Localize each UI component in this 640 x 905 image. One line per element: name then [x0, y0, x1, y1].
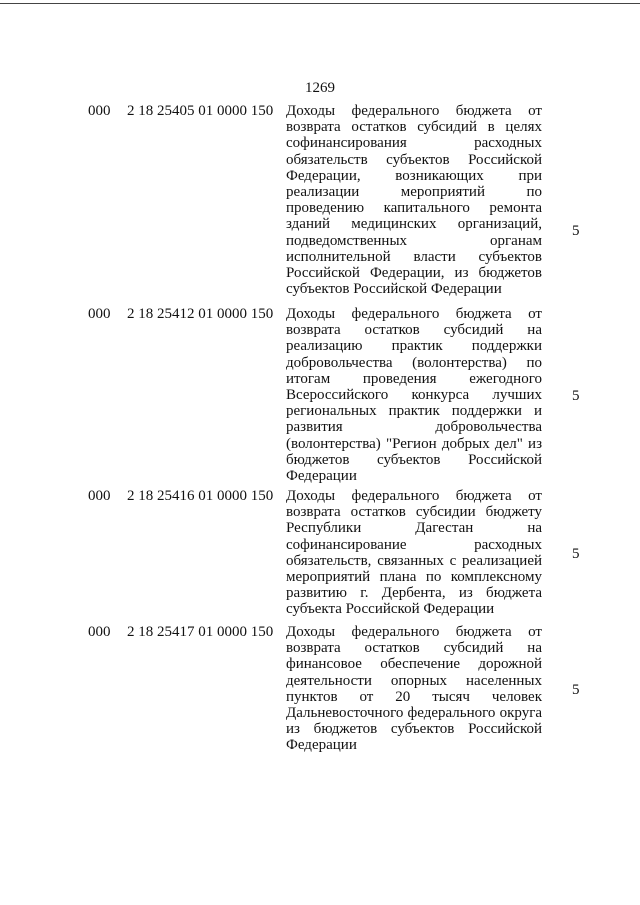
income-description: Доходы федерального бюджета от возврата остатков субсидий в целях софинансирования расходных обязательств субъектов Российской Федерации, возникающих при реализации мероприятий по проведению капитального ремонта зданий медицинских организаций, подведомственных органам исполнительной власти субъектов Российской Федерации, из бюджетов субъектов Российской Федерации: [286, 103, 542, 298]
budget-classification-code: 2 18 25405 01 0000 150: [127, 103, 274, 119]
page-number: 1269: [305, 80, 335, 96]
income-description: Доходы федерального бюджета от возврата остатков субсидии бюджету Республики Дагестан на софинансирование расходных обязательств, связанных с реализацией мероприятий плана по комплексному развитию г. Дербента, из бюджета субъекта Российской Федерации: [286, 488, 542, 618]
budget-classification-code: 2 18 25417 01 0000 150: [127, 624, 274, 640]
top-border-line: [0, 3, 640, 4]
budget-classification-code: 2 18 25412 01 0000 150: [127, 306, 274, 322]
income-description: Доходы федерального бюджета от возврата остатков субсидий на реализацию практик поддержки добровольчества (волонтерства) по итогам проведения ежегодного Всероссийского конкурса лучших региональных практик поддержки и развития добровольчества (волонтерства) "Регион добрых дел" из бюджетов субъектов Российской Федерации: [286, 306, 542, 485]
allocation-norm: 5: [572, 388, 580, 404]
allocation-norm: 5: [572, 546, 580, 562]
budget-classification-code: 2 18 25416 01 0000 150: [127, 488, 274, 504]
admin-code: 000: [88, 306, 111, 322]
admin-code: 000: [88, 624, 111, 640]
admin-code: 000: [88, 488, 111, 504]
income-description: Доходы федерального бюджета от возврата остатков субсидий на финансовое обеспечение дорожной деятельности опорных населенных пунктов от 20 тысяч человек Дальневосточного федерального округа из бюджетов субъектов Российской Федерации: [286, 624, 542, 754]
allocation-norm: 5: [572, 223, 580, 239]
admin-code: 000: [88, 103, 111, 119]
allocation-norm: 5: [572, 682, 580, 698]
